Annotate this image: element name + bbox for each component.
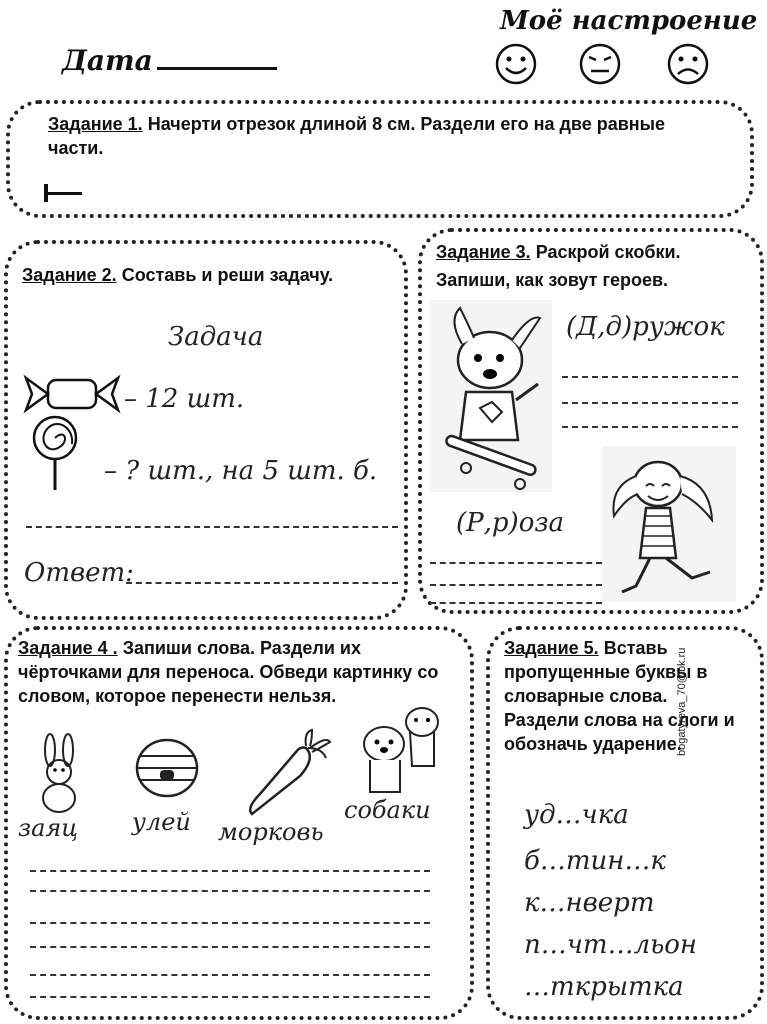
smile-face-icon[interactable] (494, 42, 538, 86)
task2-instructions: Составь и реши задачу. (121, 265, 334, 285)
task3-word1: (Д,д)ружок (566, 312, 725, 342)
segment-start-line (44, 192, 82, 195)
task4-line2[interactable] (30, 890, 430, 892)
neutral-face-icon[interactable] (578, 42, 622, 86)
task1-instructions: Начерти отрезок длиной 8 см. Раздели его на две равные части. (48, 114, 666, 158)
task5-word-1: уд…чка (524, 800, 629, 830)
task2-heading: Задача (168, 322, 264, 352)
task5-instructions: Вставь пропущенные буквы в словарные слова. Раздели слова на слоги и обозначь ударение. (504, 638, 735, 754)
task4-text (18, 636, 458, 708)
task3-title: Задание 3. (436, 242, 531, 262)
task1-text (48, 112, 668, 160)
watermark: bogatyreva_70@bk.ru (676, 647, 688, 756)
task5-title: Задание 5. (504, 638, 599, 658)
task2-answer-line2[interactable] (126, 582, 398, 584)
task5-text (504, 636, 740, 756)
date-field (62, 44, 277, 77)
task4-word-3: морковь (218, 818, 324, 846)
task3-line6[interactable] (430, 602, 602, 604)
task3-instructions: Раскрой скобки. Запиши, как зовут героев. (436, 242, 681, 290)
task3-line3[interactable] (562, 426, 738, 428)
task3-line2[interactable] (562, 402, 738, 404)
task3-line5[interactable] (430, 584, 602, 586)
task5-word-4: п…чт…льон (524, 930, 698, 960)
task4-line1[interactable] (30, 870, 430, 872)
task4-instructions: Запиши слова. Раздели их чёрточками для переноса. Обведи картинку со словом, которое перенести нельзя. (18, 638, 439, 706)
rabbit-icon[interactable] (30, 732, 90, 814)
carrot-icon[interactable] (240, 728, 332, 818)
task2-text (22, 262, 342, 288)
candy-icon (22, 372, 122, 416)
task4-title: Задание 4 . (18, 638, 118, 658)
girl-dog-image (602, 446, 736, 602)
sad-face-icon[interactable] (666, 42, 710, 86)
task3-word2: (Р,р)оза (456, 508, 565, 538)
task3-line1[interactable] (562, 376, 738, 378)
task2-title: Задание 2. (22, 265, 117, 285)
mood-title: Моё настроение (500, 6, 758, 36)
task4-word-2: улей (132, 808, 191, 836)
task4-line6[interactable] (30, 996, 430, 998)
task2-answer-label: Ответ: (24, 558, 134, 588)
puppies-icon[interactable] (350, 700, 466, 798)
beehive-icon[interactable] (132, 736, 202, 802)
lollipop-icon (30, 414, 80, 492)
task5-word-5: …ткрытка (524, 972, 684, 1002)
task2-answer-line1[interactable] (26, 526, 398, 528)
puppy-skateboard-image (430, 300, 552, 492)
task3-line4[interactable] (430, 562, 602, 564)
task1-title: Задание 1. (48, 114, 143, 134)
task4-word-1: заяц (18, 814, 79, 842)
task4-word-4: собаки (344, 796, 431, 824)
date-label: Дата (62, 44, 153, 77)
task2-row1: – 12 шт. (124, 384, 245, 414)
task4-line5[interactable] (30, 974, 430, 976)
task5-word-2: б…тин…к (524, 846, 666, 876)
task3-text (436, 238, 756, 294)
task4-line4[interactable] (30, 946, 430, 948)
task4-line3[interactable] (30, 922, 430, 924)
task5-word-3: к…нверт (524, 888, 655, 918)
task2-row2: – ? шт., на 5 шт. б. (104, 456, 378, 486)
